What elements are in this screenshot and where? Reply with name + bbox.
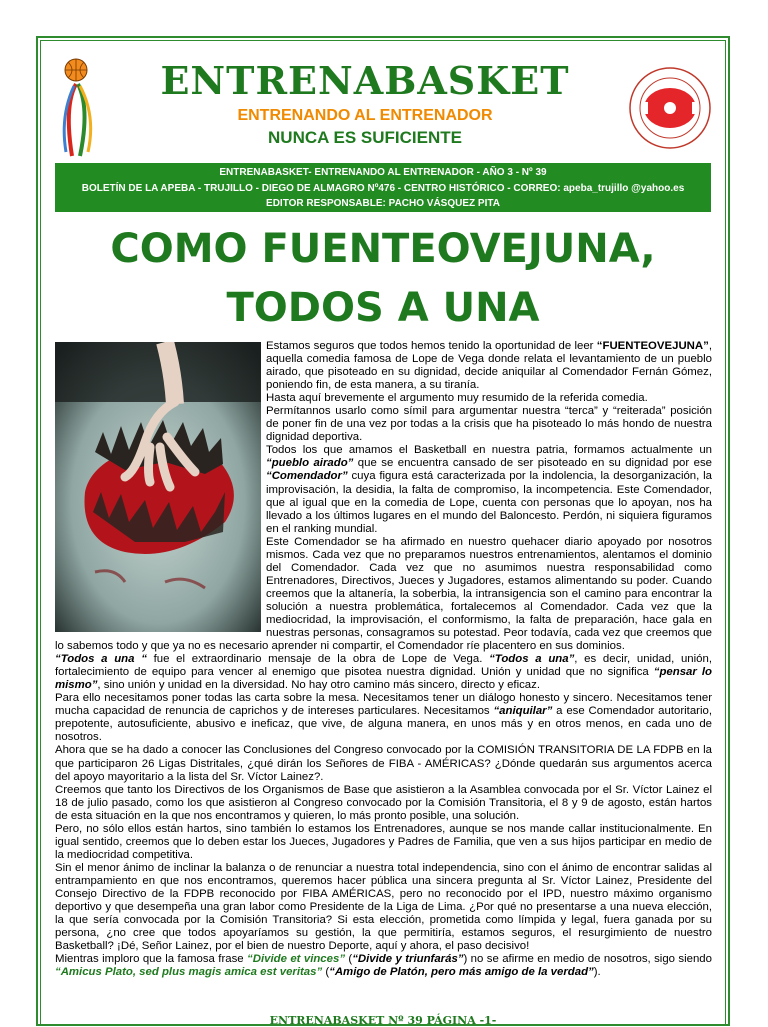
newsletter-title: ENTRENABASKET: [160, 58, 570, 103]
newsletter-tagline: NUNCA ES SUFICIENTE: [268, 128, 462, 147]
association-seal-logo: [628, 56, 712, 160]
article-paragraph: Permítannos usarlo como símil para argumentar nuestra “terca” y “reiterada” posición de poner fin de una vez por todas a la crisis que ha pisoteado lo más hondo de nuestra dignidad deportiva.: [266, 405, 712, 444]
info-banner: [55, 163, 711, 212]
article-paragraph: Para ello necesitamos poner todas las carta sobre la mesa. Necesitamos tener un diálogo honesto y sincero. Necesitamos tener mucha capacidad de renuncia de caprichos y de intereses particulares. Necesitamos “aniquilar” a ese Comendador autoritario, prepotente, autosuficiente, abusivo e ineficaz, que vive, de alguna manera, en unos más y en otros menos, en cada uno de nosotros.: [55, 692, 712, 744]
article-paragraph: Mientras imploro que la famosa frase “Divide et vinces” (“Divide y triunfarás”) no se afirme en medio de nosotros, sigo siendo “Amicus Plato, sed plus magis amica est veritas” (“Amigo de Platón, pero más amigo de la verdad”).: [55, 953, 712, 979]
banner-editor-line: EDITOR RESPONSABLE: PACHO VÁSQUEZ PITA: [266, 198, 500, 209]
article-paragraph: “Todos a una “ fue el extraordinario mensaje de la obra de Lope de Vega. “Todos a una”, es decir, unidad, unión, fortalecimiento de equipo para vencer al enemigo que pisotea nuestra dignidad. Unión y unidad que no significa “pensar lo mismo”, sino unión y unidad en la diversidad. No hay otro camino más sincero, directo y eficaz.: [55, 653, 713, 692]
article-paragraph: Ahora que se ha dado a conocer las Conclusiones del Congreso convocado por la COMISIÓN TRANSITORIA DE LA FDPB en la que participaron 26 Ligas Distritales, ¿qué dirán los Señores de FIBA - AMÉRICAS? ¿Dónde quedarán sus argumentos acerca del apoyo mayoritario a la lista del Sr. Víctor Lainez?.: [55, 744, 712, 783]
banner-address-line: BOLETÍN DE LA APEBA - TRUJILLO - DIEGO DE ALMAGRO Nº476 - CENTRO HISTÓRICO - CORREO: apeba_trujillo @yahoo.es: [81, 182, 685, 194]
article-paragraph: Todos los que amamos el Basketball en nuestra patria, formamos actualmente un “pueblo airado” que se encuentra cansado de ser pisoteado en su dignidad por ese “Comendador” cuya figura está caracterizada por la indolencia, la desorganización, la improvisación, la desidia, la falta de compromiso, la incompetencia. Este Comendador, que al igual que en la comedia de Lope, cuenta con personas que lo apoyan, nos ha llevado a los últimos lugares en el mundo del Baloncesto. Perdón, ni siquiera figuramos en el ranking mundial.: [266, 444, 712, 535]
banner-issue-line: ENTRENABASKET- ENTRENANDO AL ENTRENADOR - AÑO 3 - Nº 39: [219, 167, 547, 178]
basketball-player-logo: [56, 56, 100, 160]
newsletter-subtitle: ENTRENANDO AL ENTRENADOR: [237, 107, 493, 124]
article-paragraph: Sin el menor ánimo de inclinar la balanza o de renunciar a nuestra total independencia, sino con el ánimo de encontrar salidas al entrampamiento en que nos encontramos, queremos hacer pública una sincera pregunta al Sr. Víctor Lainez, Presidente del Consejo Directivo de la FDPB reconocido por FIBA AMÉRICAS, pero no reconocido por el IPD, nuestro máximo organismo deportivo y que desempeña una gran labor como Presidente de la Liga de Lima. ¿Por qué no presentarse a una nueva elección, la que sería convocada por la Comisión Transitoria? Si esta elección, prometida como límpida y legal, fuera ganada por su persona, ¿no cree que todos apoyaríamos su gestión, la que permitiría, estamos seguros, el resurgimiento de nuestro Basketball? ¡Dé, Señor Lainez, por el bien de nuestro Deporte, aquí y ahora, el paso decisivo!: [55, 861, 712, 953]
article-paragraph: Pero, no sólo ellos están hartos, sino también lo estamos los Entrenadores, aunque se nos mande callar institucionalmente. En igual sentido, creemos que lo deben estar los Jueces, Jugadores y Padres de Familia, que ven a sus hijos participar en medio de la mediocridad competitiva.: [55, 822, 712, 861]
article-paragraph: Hasta aquí brevemente el argumento muy resumido de la referida comedia.: [266, 392, 648, 405]
article-body: [55, 340, 712, 979]
article-paragraph: Estamos seguros que todos hemos tenido la oportunidad de leer “FUENTEOVEJUNA”, aquella comedia famosa de Lope de Vega donde relata el levantamiento de un pueblo airado, que pisoteado en su dignidad, decide aniquilar al Comendador Fernán Gómez, poniendo fin, de esta manera, a su tiranía.: [266, 340, 712, 392]
article-paragraph: Creemos que tanto los Directivos de los Organismos de Base que asistieron a la Asamblea convocada por el Sr. Víctor Lainez el 18 de julio pasado, como los que asistieron al Congreso convocado por la Comisión Transitoria, el 8 y 9 de agosto, están hartos de esta situación en la que nos encontramos y quieren, lo más pronto posible, una solución.: [55, 783, 712, 822]
article-paragraph: Este Comendador se ha afirmado en nuestro quehacer diario apoyado por nosotros mismos. Cada vez que no preparamos nuestros entrenamientos, alentamos el dominio del Comendador. Cada vez que no asumimos nuestra responsabilidad como Entrenadores, Directivos, Jueces y Jugadores, estamos alimentando su poder. Cuando creemos que la altanería, la soberbia, la intransigencia son el camino para encontrar la solución a nuestra problemática, fortalecemos al Comendador. Cada vez que la mediocridad, la improvisación, el conformismo, la falta de preparación, hace gala en nuestras personas, consagramos su potestad. Peor todavía, cada vez que creemos que lo sabemos todo y que ya no es necesario aprender ni compartir, el Comendador ríe placentero en sus dominios.: [55, 535, 712, 653]
article-headline-line1: COMO FUENTEOVEJUNA,: [110, 226, 656, 272]
page-footer: ENTRENABASKET Nº 39 PÁGINA -1-: [269, 1014, 497, 1027]
article-headline-line2: TODOS A UNA: [226, 285, 540, 331]
